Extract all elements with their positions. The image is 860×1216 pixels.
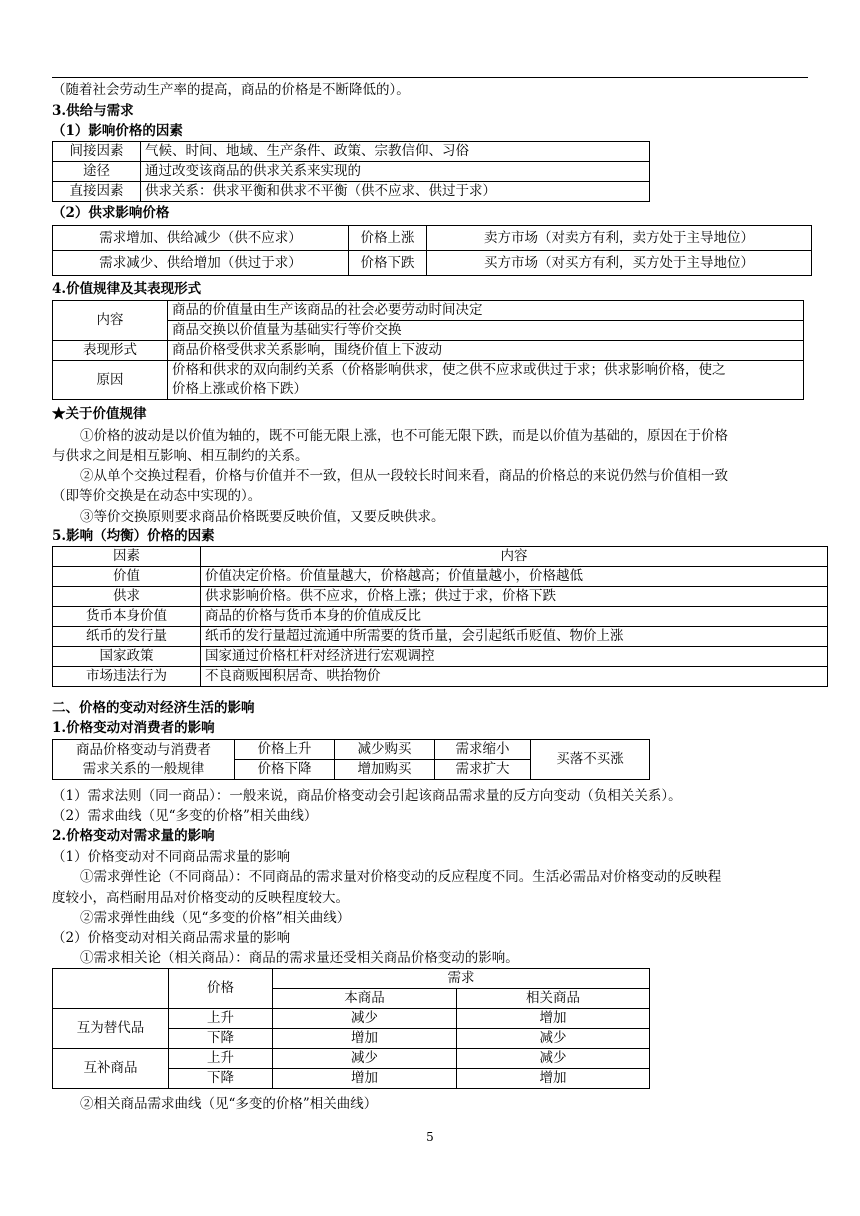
consumer-demand-table	[52, 739, 650, 780]
table-row	[53, 182, 650, 202]
table-row	[53, 969, 650, 989]
table-cell: 价格下降	[235, 760, 335, 780]
related-goods-table	[52, 968, 650, 1089]
table-cell: 原因	[53, 361, 168, 400]
table-cell: 互补商品	[53, 1049, 169, 1089]
table-cell: 表现形式	[53, 341, 168, 361]
table-cell: 国家通过价格杠杆对经济进行宏观调控	[201, 647, 828, 667]
table-cell: 纸币的发行量超过流通中所需要的货币量，会引起纸币贬值、物价上涨	[201, 627, 828, 647]
table-cell	[53, 969, 169, 1009]
header-rule	[52, 77, 808, 78]
table-cell: 下降	[169, 1069, 273, 1089]
value-law-point-2a: ②从单个交换过程看，价格与价值并不一致，但从一段较长时间来看，商品的价格总的来说仍然与价值相一致	[80, 468, 728, 484]
section-4-heading: 4.价值规律及其表现形式	[52, 281, 202, 297]
table-row	[53, 1049, 650, 1069]
table-row	[53, 607, 828, 627]
table-row	[53, 587, 828, 607]
table-row	[53, 251, 812, 276]
table-cell: 买方市场（对买方有利，买方处于主导地位）	[427, 251, 812, 276]
table-row	[53, 547, 828, 567]
part-2-section-2: 2.价格变动对需求量的影响	[52, 828, 215, 844]
part-2-section-2-1: （1）价格变动对不同商品需求量的影响	[52, 849, 291, 865]
page-number: 5	[426, 1130, 434, 1144]
related-goods-text: ①需求相关论（相关商品）：商品的需求量还受相关商品价格变动的影响。	[80, 950, 519, 966]
supply-demand-table	[52, 225, 812, 276]
table-header-cell: 内容	[201, 547, 828, 567]
table-cell: 国家政策	[53, 647, 201, 667]
table-cell: 供求	[53, 587, 201, 607]
table-cell: 买落不买涨	[531, 740, 650, 780]
table-cell: 增加	[457, 1069, 650, 1089]
table-cell	[53, 740, 235, 780]
table-cell: 价格下跌	[349, 251, 427, 276]
table-cell: 下降	[169, 1029, 273, 1049]
table-cell: 增加购买	[335, 760, 435, 780]
table-row	[53, 361, 804, 400]
table-cell: 供求影响价格。供不应求，价格上涨；供过于求，价格下跌	[201, 587, 828, 607]
elasticity-text-a: ①需求弹性论（不同商品）：不同商品的需求量对价格变动的反应程度不同。生活必需品对价格变动的反映程	[80, 869, 722, 885]
table-cell: 间接因素	[53, 142, 141, 162]
table-cell	[168, 361, 804, 400]
table-row	[53, 647, 828, 667]
table-row	[53, 226, 812, 251]
table-cell: 纸币的发行量	[53, 627, 201, 647]
table-row	[53, 627, 828, 647]
table-cell: 价格上涨	[349, 226, 427, 251]
table-cell: 减少购买	[335, 740, 435, 760]
equilibrium-factors-table	[52, 546, 828, 687]
value-law-point-1a: ①价格的波动是以价值为轴的，既不可能无限上涨，也不可能无限下跌，而是以价值为基础的，原因在于价格	[80, 428, 728, 444]
table-cell: 需求扩大	[435, 760, 531, 780]
table-row	[53, 567, 828, 587]
elasticity-text-b: 度较小，高档耐用品对价格变动的反映程度较大。	[52, 890, 349, 906]
table-cell: 价格上升	[235, 740, 335, 760]
table-cell: 卖方市场（对卖方有利，卖方处于主导地位）	[427, 226, 812, 251]
table-row	[53, 142, 650, 162]
rule-label-line-2: 需求关系的一般规律	[82, 760, 205, 777]
table-cell: 途径	[53, 162, 141, 182]
table-cell: 市场违法行为	[53, 667, 201, 687]
table-cell: 商品价格受供求关系影响，围绕价值上下波动	[168, 341, 804, 361]
table-row	[53, 341, 804, 361]
table-cell: 上升	[169, 1009, 273, 1029]
part-2-heading: 二、价格的变动对经济生活的影响	[52, 700, 255, 716]
table-cell: 增加	[273, 1029, 457, 1049]
rule-label-line-1: 商品价格变动与消费者	[76, 741, 211, 758]
intro-line: （随着社会劳动生产率的提高，商品的价格是不断降低的）。	[52, 82, 410, 98]
section-5-heading: 5.影响（均衡）价格的因素	[52, 528, 215, 544]
table-cell: 需求减少、供给增加（供过于求）	[53, 251, 349, 276]
demand-law-text: （1）需求法则（同一商品）：一般来说，商品价格变动会引起该商品需求量的反方向变动（负相关关系）。	[52, 788, 682, 804]
table-cell: 增加	[273, 1069, 457, 1089]
table-cell: 气候、时间、地域、生产条件、政策、宗教信仰、习俗	[141, 142, 650, 162]
table-cell: 增加	[457, 1009, 650, 1029]
table-cell: 商品的价值量由生产该商品的社会必要劳动时间决定	[168, 301, 804, 321]
section-3-sub1: （1）影响价格的因素	[52, 123, 183, 139]
table-header-cell: 因素	[53, 547, 201, 567]
table-cell: 上升	[169, 1049, 273, 1069]
table-row	[53, 1009, 650, 1029]
table-cell: 通过改变该商品的供求关系来实现的	[141, 162, 650, 182]
table-row	[53, 667, 828, 687]
value-law-point-3: ③等价交换原则要求商品价格既要反映价值，又要反映供求。	[80, 509, 445, 525]
cause-line-2: 价格上涨或价格下跌）	[172, 381, 307, 397]
section-3-sub2: （2）供求影响价格	[52, 205, 170, 221]
table-cell: 商品的价格与货币本身的价值成反比	[201, 607, 828, 627]
table-cell: 需求缩小	[435, 740, 531, 760]
table-cell: 减少	[457, 1029, 650, 1049]
table-cell: 价值	[53, 567, 201, 587]
cause-line-1: 价格和供求的双向制约关系（价格影响供求，使之供不应求或供过于求；供求影响价格，使之	[172, 362, 726, 378]
table-row	[53, 301, 804, 321]
part-2-section-2-2: （2）价格变动对相关商品需求量的影响	[52, 930, 291, 946]
table-cell: 需求	[273, 969, 650, 989]
table-cell: 不良商贩囤积居奇、哄抬物价	[201, 667, 828, 687]
table-cell: 本商品	[273, 989, 457, 1009]
value-law-point-2b: （即等价交换是在动态中实现的）。	[52, 488, 262, 504]
table-cell: 商品交换以价值量为基础实行等价交换	[168, 321, 804, 341]
table-cell: 相关商品	[457, 989, 650, 1009]
elasticity-curve-text: ②需求弹性曲线（见“多变的价格”相关曲线）	[80, 910, 351, 926]
table-cell: 需求增加、供给减少（供不应求）	[53, 226, 349, 251]
value-law-star-heading: ★关于价值规律	[52, 406, 147, 422]
table-cell: 互为替代品	[53, 1009, 169, 1049]
table-cell: 减少	[273, 1049, 457, 1069]
value-law-table	[52, 300, 804, 400]
table-row	[53, 740, 650, 760]
table-cell: 价格	[169, 969, 273, 1009]
price-factors-table	[52, 141, 650, 202]
table-cell: 价值决定价格。价值量越大，价格越高；价值量越小，价格越低	[201, 567, 828, 587]
part-2-section-1: 1.价格变动对消费者的影响	[52, 720, 215, 736]
table-cell: 减少	[273, 1009, 457, 1029]
table-cell: 直接因素	[53, 182, 141, 202]
demand-curve-text: （2）需求曲线（见“多变的价格”相关曲线）	[52, 808, 318, 824]
section-3-heading: 3.供给与需求	[52, 103, 134, 119]
value-law-point-1b: 与供求之间是相互影响、相互制约的关系。	[52, 448, 309, 464]
table-cell: 货币本身价值	[53, 607, 201, 627]
related-curve-text: ②相关商品需求曲线（见“多变的价格”相关曲线）	[80, 1096, 378, 1112]
table-cell: 供求关系：供求平衡和供求不平衡（供不应求、供过于求）	[141, 182, 650, 202]
table-cell: 内容	[53, 301, 168, 341]
table-cell: 减少	[457, 1049, 650, 1069]
table-row	[53, 162, 650, 182]
